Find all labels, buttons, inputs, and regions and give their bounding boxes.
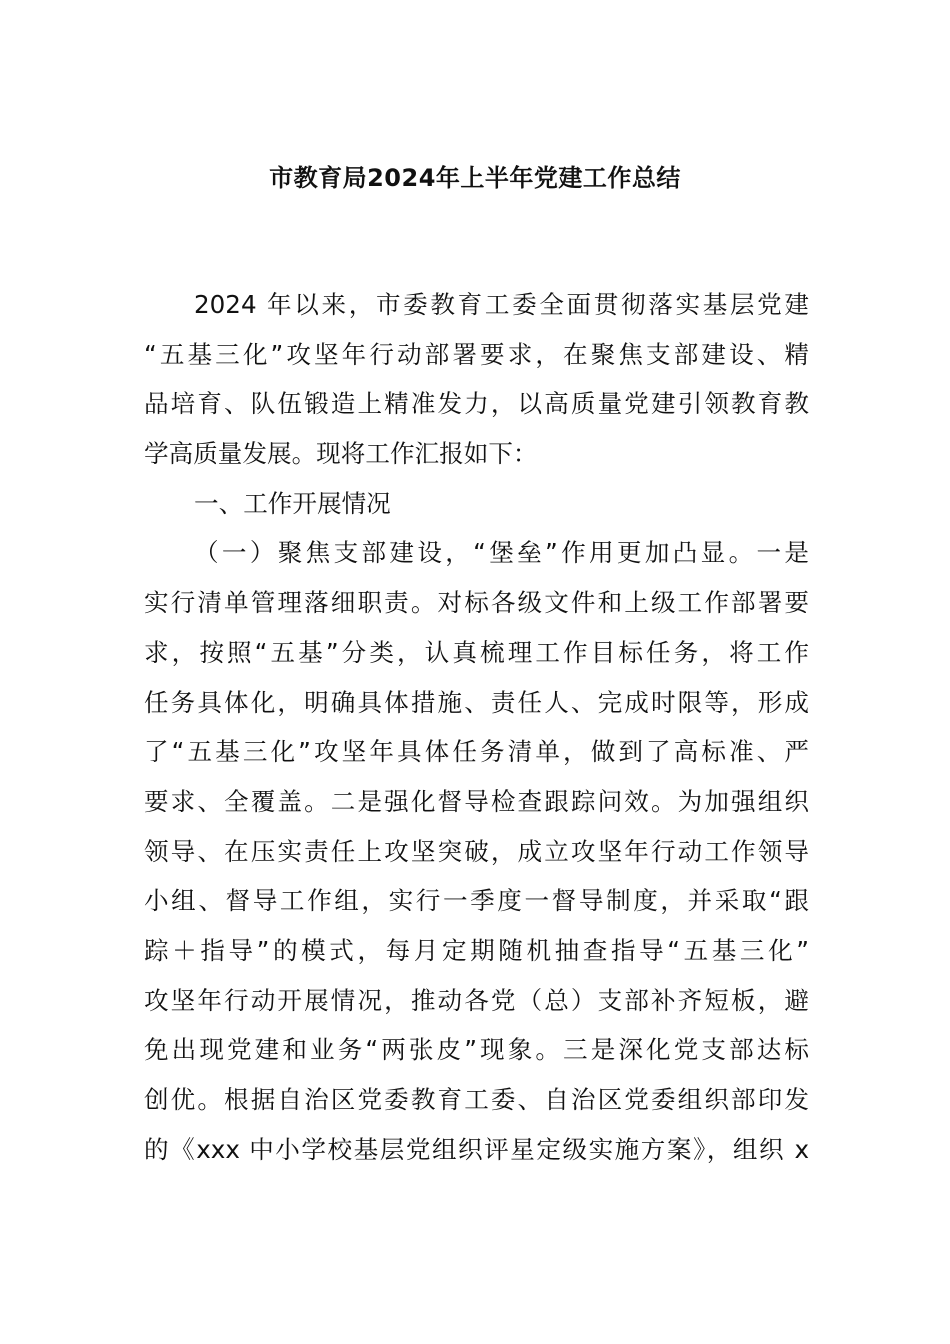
line-text: 品培育、队伍锻造上精准发力，以高质量党建引领教育教 [144, 389, 809, 419]
line-text: （一）聚焦支部建设，“堡垒”作用更加凸显。一是 [194, 538, 809, 568]
line-text: 创优。根据自治区党委教育工委、自治区党委组织部印发 [144, 1085, 809, 1114]
line-text: 领导、在压实责任上攻坚突破，成立攻坚年行动工作领导 [144, 836, 809, 866]
paragraph-line [144, 727, 809, 777]
document-body [144, 280, 809, 1174]
paragraph-line [144, 578, 809, 628]
line-text: “五基三化”攻坚年行动部署要求，在聚焦支部建设、精 [144, 339, 809, 369]
line-text: 踪＋指导”的模式，每月定期随机抽查指导“五基三化” [144, 935, 809, 965]
paragraph-line [144, 976, 809, 1026]
paragraph-line [144, 827, 809, 877]
line-text: 2024 年以来，市委教育工委全面贯彻落实基层党建 [194, 290, 809, 319]
document-title: 市教育局2024年上半年党建工作总结 [269, 164, 681, 192]
paragraph-line [144, 628, 809, 678]
line-text: 免出现党建和业务“两张皮”现象。三是深化党支部达标 [144, 1035, 809, 1065]
section-heading [144, 479, 809, 529]
paragraph-line [144, 926, 809, 976]
line-text: 学高质量发展。现将工作汇报如下： [144, 439, 538, 469]
line-text: 的《xxx 中小学校基层党组织评星定级实施方案》，组织 x [144, 1134, 809, 1164]
line-text: 实行清单管理落细职责。对标各级文件和上级工作部署要 [144, 588, 809, 618]
line-text: 任务具体化，明确具体措施、责任人、完成时限等，形成 [144, 687, 809, 717]
paragraph-line [144, 876, 809, 926]
paragraph-line [144, 678, 809, 728]
paragraph-line [144, 1025, 809, 1075]
paragraph-line [144, 1075, 809, 1125]
line-text: 求，按照“五基”分类，认真梳理工作目标任务，将工作 [144, 637, 809, 667]
paragraph-line [144, 330, 809, 380]
paragraph-line [144, 777, 809, 827]
line-text: 一、工作开展情况 [194, 488, 391, 518]
paragraph-line [144, 1125, 809, 1175]
paragraph-line [144, 528, 809, 578]
paragraph-line [144, 379, 809, 429]
paragraph-line [144, 280, 809, 330]
line-text: 了“五基三化”攻坚年具体任务清单，做到了高标准、严 [144, 737, 809, 767]
line-text: 小组、督导工作组，实行一季度一督导制度，并采取“跟 [144, 886, 809, 916]
line-text: 攻坚年行动开展情况，推动各党（总）支部补齐短板，避 [144, 985, 809, 1015]
paragraph-line [144, 429, 809, 479]
line-text: 要求、全覆盖。二是强化督导检查跟踪问效。为加强组织 [144, 786, 809, 816]
